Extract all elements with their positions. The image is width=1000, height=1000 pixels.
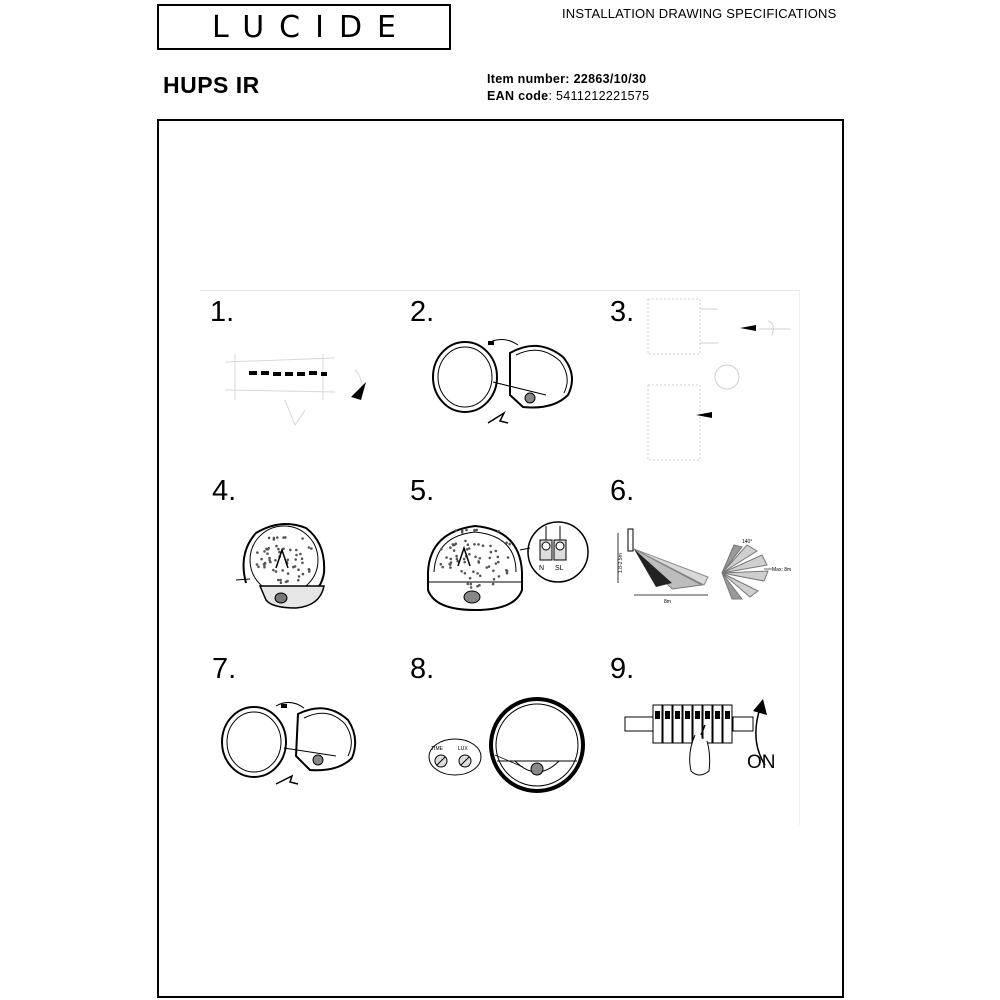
led-dot (301, 562, 304, 565)
breaker (653, 705, 662, 743)
item-number-value: 22863/10/30 (573, 72, 647, 86)
led-dot (467, 583, 470, 586)
led-dot (308, 570, 311, 573)
led-dot (479, 575, 482, 578)
led-dot (299, 553, 302, 556)
led-dot (489, 545, 492, 548)
led-dot (450, 561, 453, 564)
step-7-close-cover-figure (218, 700, 363, 795)
led-dots (256, 536, 313, 584)
breaker (723, 705, 732, 743)
arrow-icon (351, 382, 366, 400)
led-dot (475, 529, 478, 532)
breaker-switch (655, 711, 660, 719)
led-dot (495, 550, 498, 553)
product-name: HUPS IR (163, 72, 260, 98)
led-dot (461, 529, 464, 532)
led-dot (450, 558, 453, 561)
led-dot (453, 549, 456, 552)
led-dot (281, 569, 284, 572)
step-number-7: 7. (212, 653, 237, 685)
led-dot (256, 551, 259, 554)
led-dot (301, 537, 304, 540)
step-4-led-housing-figure (236, 518, 336, 618)
divider (200, 290, 800, 291)
led-dot (273, 537, 276, 540)
led-dot (272, 569, 275, 572)
led-dot (440, 563, 443, 566)
ean-label: EAN code (487, 89, 549, 103)
led-dot (302, 573, 305, 576)
led-dot (308, 546, 311, 549)
led-dot (277, 579, 280, 582)
led-dot (440, 548, 443, 551)
dial-lux-label: LUX (458, 746, 468, 752)
led-dot (497, 561, 500, 564)
led-dot (463, 561, 466, 564)
led-dot (287, 572, 290, 575)
step-number-4: 4. (212, 475, 237, 507)
led-dot (264, 562, 267, 565)
led-dot (472, 570, 475, 573)
led-dot (464, 572, 467, 575)
led-dot (493, 578, 496, 581)
led-dot (489, 557, 492, 560)
led-dot (268, 559, 271, 562)
led-dot (476, 572, 479, 575)
led-dot (277, 548, 280, 551)
step-6-sensor-range-figure (612, 525, 802, 605)
step-number-9: 9. (610, 653, 635, 685)
led-dot (455, 555, 458, 558)
breaker-switch (695, 711, 700, 719)
led-dot (256, 563, 259, 566)
step-1-drilling-figure (215, 340, 385, 440)
led-dot (498, 575, 501, 578)
led-dots (440, 529, 512, 589)
led-dot (282, 536, 285, 539)
sensor-range-label: 8m (664, 599, 671, 605)
led-dot (268, 537, 271, 540)
led-dot (507, 556, 510, 559)
breaker-switch (725, 711, 730, 719)
led-dot (274, 559, 277, 562)
led-dot (289, 549, 292, 552)
breaker (683, 705, 692, 743)
arrow-icon (276, 776, 298, 784)
led-dot (294, 558, 297, 561)
step-2-open-cover-figure (428, 335, 588, 430)
ean-code (487, 89, 649, 103)
arrow-icon (488, 413, 508, 423)
led-dot (468, 553, 471, 556)
breaker-switch (665, 711, 670, 719)
arrow-icon (740, 325, 756, 331)
sensor-angle-label: 140° (742, 539, 753, 545)
led-dot (275, 570, 278, 573)
step-number-8: 8. (410, 653, 435, 685)
led-dot (279, 579, 282, 582)
led-dot (482, 544, 485, 547)
led-dot (460, 570, 463, 573)
sensor-fan (722, 545, 768, 599)
breaker (713, 705, 722, 743)
breaker (673, 705, 682, 743)
led-dot (276, 536, 279, 539)
breaker (703, 705, 712, 743)
dial-time-label: TIME (431, 746, 443, 752)
led-dot (263, 566, 266, 569)
led-dot (464, 540, 467, 543)
led-dot (470, 583, 473, 586)
arrow-up-icon (753, 699, 767, 715)
breaker-switch (685, 711, 690, 719)
led-dot (473, 529, 476, 532)
led-dot (449, 546, 452, 549)
document-title: INSTALLATION DRAWING SPECIFICATIONS (562, 6, 837, 21)
step-number-6: 6. (610, 475, 635, 507)
led-dot (466, 548, 469, 551)
led-dot (275, 545, 278, 548)
led-dot (286, 580, 289, 583)
led-dot (455, 529, 458, 532)
led-dot (467, 543, 470, 546)
circuit-breakers (653, 705, 732, 743)
step-8-adjust-dials-figure (425, 695, 585, 790)
led-dot (495, 562, 498, 565)
led-dot (292, 566, 295, 569)
led-dot (298, 575, 301, 578)
led-dot (505, 541, 508, 544)
led-dot (465, 529, 468, 532)
led-dot (479, 557, 482, 560)
led-dot (287, 559, 290, 562)
item-number (487, 72, 646, 86)
led-dot (265, 548, 268, 551)
step-3-mounting-figure (640, 295, 800, 465)
step-number-3: 3. (610, 296, 635, 328)
brand-logo (157, 4, 451, 50)
led-dot (449, 566, 452, 569)
led-dot (492, 583, 495, 586)
sensor-max-label: Max: 8m (772, 567, 792, 573)
led-dot (452, 543, 455, 546)
led-dot (257, 566, 260, 569)
arrow-icon (696, 412, 712, 418)
led-dot (470, 586, 473, 589)
breaker-switch (675, 711, 680, 719)
ean-value: : 5411212221575 (548, 89, 650, 103)
led-dot (490, 551, 493, 554)
led-dot (445, 556, 448, 559)
terminal-label-n: N (539, 565, 545, 572)
switch-on-label: ON (747, 752, 776, 773)
led-dot (456, 558, 459, 561)
led-dot (295, 549, 298, 552)
led-dot (477, 560, 480, 563)
led-dot (280, 582, 283, 585)
led-dot (463, 558, 466, 561)
terminal-label-sl: SL (555, 565, 564, 572)
led-dot (473, 543, 476, 546)
step-number-5: 5. (410, 475, 435, 507)
brand-logo-text: LUCIDE (211, 10, 412, 45)
breaker-switch (705, 711, 710, 719)
led-dot (297, 579, 300, 582)
led-dot (469, 577, 472, 580)
led-dot (268, 557, 271, 560)
led-dot (478, 584, 481, 587)
sensor-height-label: 1.8-2.5m (618, 553, 624, 573)
led-dot (310, 547, 313, 550)
led-dot (301, 557, 304, 560)
led-dot (295, 554, 298, 557)
led-dot (441, 566, 444, 569)
led-dot (497, 556, 500, 559)
led-dot (477, 543, 480, 546)
step-number-2: 2. (410, 296, 435, 328)
step-number-1: 1. (210, 296, 235, 328)
led-dot (508, 543, 511, 546)
item-number-label: Item number: (487, 72, 570, 86)
led-dot (497, 530, 500, 533)
led-dot (474, 556, 477, 559)
breaker (663, 705, 672, 743)
led-dot (297, 568, 300, 571)
step-5-wiring-figure (420, 520, 590, 615)
led-dot (260, 558, 263, 561)
led-dot (486, 566, 489, 569)
led-dot (492, 570, 495, 573)
terminal-block-callout (528, 522, 588, 582)
led-dot (263, 550, 266, 553)
breaker-switch (715, 711, 720, 719)
led-dot (455, 542, 458, 545)
dial-callout (429, 739, 481, 775)
led-dot (506, 572, 509, 575)
led-dot (266, 552, 269, 555)
